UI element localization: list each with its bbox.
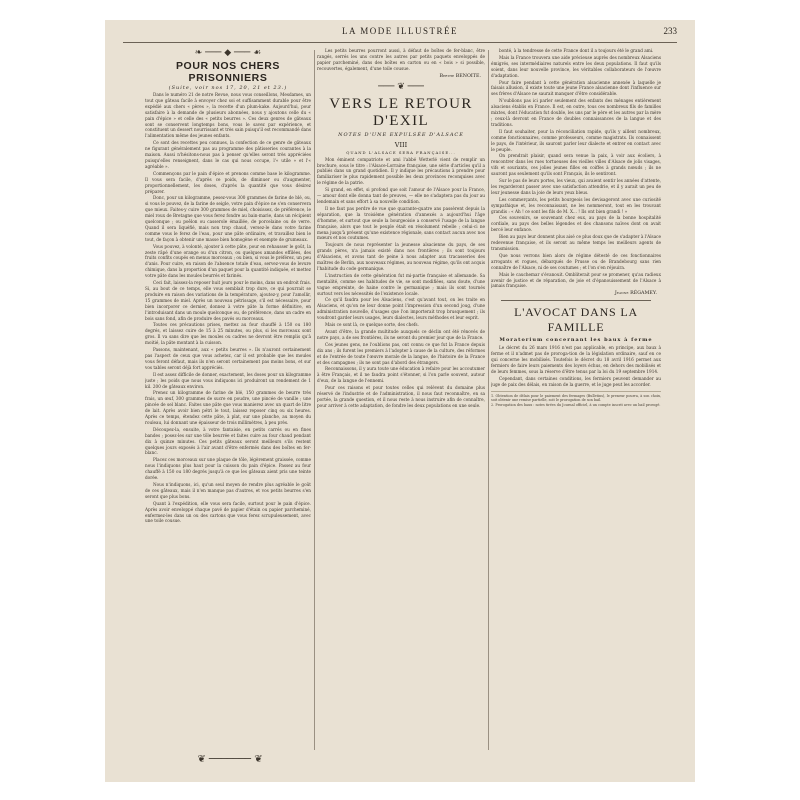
signature: Jeanne RÉGAMEY. bbox=[614, 291, 657, 297]
paragraph: Reconnaissons, il y aura toute une éducation à refaire pour les accoutumer à être Français, et il ne faudra point s'étonner, si l'on parle souvent, autour d'eux, de la langue de l'ennemi. bbox=[317, 366, 485, 384]
chapter-title: QUAND L'ALSACE SERA FRANÇAISE... bbox=[346, 149, 456, 155]
paragraph: Avant d'être, la grande multitude auxquels ce déclin ont été rénovés de notre pays, a de ses frontières, ils ne seront du premier jour que de la France. bbox=[317, 329, 485, 340]
paragraph: Ces souvenirs, se souvenant chez eux, au pays de la bonne hospitalité cordiale, au pays des belles légendes et des chansons naïves dont on avait bercé leur enfance. bbox=[491, 215, 661, 233]
article-body-continued bbox=[317, 48, 485, 72]
paragraph: Les petits beurres pourront aussi, à défaut de boîtes de fer-blanc, être rangés, serrés les uns contre les autres par petits paquets enveloppés de papier parcheminé, dans des boîtes en carton ou en « bois » si possible, recouvertes, également, d'une toile cousue. bbox=[317, 48, 485, 71]
paragraph: Donc, pour un kilogramme, pesez-vous 300 grammes de farine de blé, ou, si vous le pouvez, de la farine de seigle, votre pain d'épice ne s'en conservera que mieux. Faites-y cuire 300 grammes de miel, choisissez, de préférence, le miel roux de Bretagne que vous ferez fondre au bain-marie, dans un récipient quelconque ; ou poêlon ou casserole émaillée, de porcelaine ou de verre. Quand il sera liquéfié, mais non trop chaud, versez-le dans votre farine comme vous le ferez de l'eau, pour une pâte ordinaire, et travaillez bien le tout, de façon à obtenir une masse bien homogène et exempte de grumeaux. bbox=[145, 195, 311, 242]
ornament-footer: ❦ ─────── ❦ bbox=[197, 754, 263, 765]
paragraph: Toujours de nous représenter la jeunesse alsacienne du pays, de ses grands pères, n'a jamais existé dans nos frontières ; ils sont toujours d'Alsaciens, et avons tant de peine à nous adapter aux tracasseries des maîtres de Berlin, aux nouveaux régimes, au nouveau régime, qu'ils ont acquis l'habitude du code germanique. bbox=[317, 242, 485, 271]
paragraph: On prendrait plaisir, quand sera venue la paix, à voir aux écoliers, à rencontrer dans les rues tortueuses des vieilles villes d'Alsace de jolis visages, vifs et souriants, ces jolies jeunes filles en coiffes à grands nœuds ; ils ne sauront pas seulement qu'ils sont Français, ils le sentiront. bbox=[491, 153, 661, 177]
paragraph: Mon éminent compatriote et ami l'abbé Wetterlé vient de remplir un brochure, sous le titre : l'Alsace-Lorraine française, une série d'articles qu'il a publiés dans un grand quotidien. Il y indique les précautions à prendre pour familiariser le plus rapidement possible les deux provinces reconquises avec le régime de la patrie. bbox=[317, 156, 485, 186]
article-title: POUR NOS CHERS PRISONNIERS bbox=[175, 60, 281, 84]
footnote: 1. Obtention de délais pour le paiement des fermages (Bulletins), le preneur pourra, à son choix, soit obtenir une remise partielle, soit le prorogation de son bail. bbox=[491, 393, 661, 403]
paragraph: Passons, maintenant, aux « petits beurres ». Ils n'auront certainement pas l'aspect de ceux que vous achetez, car il est probable que les moules vous feront défaut, mais ils n'en seront certainement pas moins bons, et sur vos tables seront déjà fort appréciés. bbox=[145, 347, 311, 370]
article-title: L'AVOCAT DANS LA FAMILLE bbox=[514, 305, 638, 335]
newspaper-page bbox=[105, 20, 695, 782]
paragraph: Il faut souhaiter, pour la réconciliation rapide, qu'ils y aillent nombreux, comme fonctionnaires, comme professeurs, comme magistrats. Ils connaissent le pays, de l'intérieur, ils sauront parler leur dialecte et entrer en contact avec le peuple. bbox=[491, 128, 661, 152]
column-divider bbox=[488, 50, 489, 750]
paragraph: bonté, à la tendresse de cette France dont il a toujours été le grand ami. bbox=[499, 48, 654, 53]
paragraph: Quant à l'expédition, elle vous sera facile, surtout pour le pain d'épice. Après avoir enveloppé chaque pavé de papier d'étain ou papier parcheminé, enfermez-les dans un ou des cartons que vous ferez scrupuleusement, avec une toile cousue. bbox=[145, 500, 311, 524]
paragraph: Dans le numéro 21 de notre Revue, nous vous conseillons, Mesdames, un tout que gâteau facile à envoyer chez soi et suffisamment durable pour être expédié aux chers « pères », la recette d'un plum-kake. Aujourd'hui, pour satisfaire à la demande de plusieurs abonnées, nous y ajoutons celle du « pain d'épice » et celle des « petits beurres ». Ces deux genres de gâteaux sont se conservent longtemps bons, vous le savez par expérience, et constituent un dessert nourrissant et très sain puisqu'il est recommandé dans l'alimentation même des jeunes enfants. bbox=[145, 92, 311, 139]
article-title: VERS LE RETOUR D'EXIL bbox=[329, 95, 473, 129]
paragraph: Ces jeunes gens, ne l'oublions pas, ont connu ce que fut la France depuis dix ans ; ils furent les premiers à l'adopter à cause de la culture, des réformes et de l'entrée de toute l'œuvre morale de la langue, de l'histoire de la France et des campagnes ; ils ne sont pas d'abord des étrangers. bbox=[317, 341, 485, 365]
article-body bbox=[491, 345, 661, 387]
paragraph: L'instruction de cette génération fut mi-partie française et allemande. Sa mentalité, comme ses habitudes de vie, se sont modifiées, sans doute, d'une vague empreinte, de haine contre le germanique ; mais ils sont tournés surtout vers les nécessités de l'existence locale. bbox=[317, 272, 485, 296]
paragraph: Il est assez difficile de donner, exactement, les doses pour un kilogramme juste ; les poids que nous vous indiquons ici produiront un rendement de 1 kil. 200 de gâteaux environ. bbox=[145, 371, 311, 389]
article-subtitle: Moratorium concernant les baux à ferme bbox=[499, 337, 653, 344]
footnotes bbox=[491, 391, 661, 408]
section-divider bbox=[501, 300, 651, 301]
paragraph: Il ne faut pas perdre de vue que quarante-quatre ans passèrent depuis la séparation, que la troisième génération d'annexés a aujourd'hui l'âge d'homme, et surtout que seule la bourgeoisie a conservé l'usage de la langue française, alors que tout le peuple était en résolument rebelle ; celui-ci ne mena jusqu'à présent qu'une existence régionale, sans contact aucun avec nos mœurs et nos coutumes. bbox=[317, 205, 485, 241]
ornament-header: ─── ❦ ─── bbox=[378, 81, 424, 92]
signature: Berthe BENOITE. bbox=[439, 73, 481, 79]
paragraph: Mais la France trouvera une aide précieuse auprès des nombreux Alsaciens émigrés, ses intermédiaires naturels entre les deux populations. Il faut qu'ils soient, dans leur nouvelle province, les véritables collaborateurs de l'œuvre d'adaptation. bbox=[491, 54, 661, 78]
paragraph: Pour faire pendant à cette génération alsacienne annexée à laquelle je faisais allusion, il existe toute une jeune France alsacienne dont l'influence sur ses frères d'Alsace ne saurait manquer d'être considérable. bbox=[491, 79, 661, 97]
paragraph: Découpez-la, ensuite, à votre fantaisie, en petits carrés ou en fines bandes ; posez-les sur une tôle beurrée et faites cuire au four chaud pendant dix à quinze minutes. Ces petits gâteaux seront meilleurs s'ils restent quelques jours exposés à l'air avant d'être enfermés dans des boîtes en fer-blanc. bbox=[145, 426, 311, 456]
paragraph: Ce qu'il faudra pour les Alsaciens, c'est qu'avant tout, on les traite en Alsaciens, et qu'on ne leur donne point l'impression d'un second joug, d'une administration nouvelle, d'usages que l'on importerait trop brusquement ; ils voudront garder leurs usages, leurs dialectes, leurs méthodes et leur esprit. bbox=[317, 297, 485, 321]
paragraph: Commençons par le pain d'épice et prenons comme base le kilogramme. Il vous sera facile, d'après ce poids, de diminuer ou d'augmenter, proportionnellement, les doses, d'après la quantité que vous désirez préparer. bbox=[145, 170, 311, 194]
paragraph: Sur le pas de leurs portes, les vieux, qui avaient sentir les années d'attente, les regarderont passer avec une satisfaction attendrie, et il y aurait un peu de leur jeunesse dans la joie de leurs yeux bleus. bbox=[491, 178, 661, 195]
page-number: 233 bbox=[663, 26, 677, 36]
paragraph: Cependant, dans certaines conditions, les fermiers peuvent demander au juge de paix des délais, en raison de la guerre, et le juge peut les accorder. bbox=[491, 375, 661, 387]
paragraph: Mais le cauchemar s'évanouit. Ombliterait pour se promener, qu'au radieux avenir de justice et de réparation, de joie et d'épanouissement de l'Alsace à jamais française. bbox=[491, 271, 661, 289]
column-2 bbox=[317, 48, 485, 748]
paragraph: Mais ce sont là, ce quelque sorte, des chefs. bbox=[325, 322, 419, 328]
paragraph: Nous n'indiquons, ici, qu'un seul moyen de rendre plus agréable le goût de ces gâteaux, mais il n'en manque pas d'autres, et vos petits beurres s'en seront que plus bons. bbox=[145, 482, 311, 499]
running-head bbox=[105, 26, 695, 40]
ornament-header: ❧ ─── ◆ ─── ☙ bbox=[194, 48, 262, 58]
paragraph: Que nous verrons bien alors de régime détesté de ces fonctionnaires arrogants et rogues, débarqués de Prusse ou de Brandebourg sans rien connaître de l'Alsace, ni de ses coutumes ; et l'on s'en réjouira. bbox=[491, 252, 661, 270]
paragraph: Toutes ces précautions prises, mettez au four chauffé à 150 ou 180 degrés, et laissez cuire de 15 à 25 minutes, ou plus, si les morceaux sont gros. Il va sans dire que les moules ou cadres ne devront être remplis qu'à moitié, la pâte montant à la cuisson. bbox=[145, 322, 311, 346]
paragraph: Placez ces morceaux sur une plaque de tôle, légèrement graissée, comme nous l'indiquons plus haut pour la cuisson du pain d'épice. Passez au four chauffé à 150 ou 180 degrés jusqu'à ce que les gâteaux aient pris une teinte dorée. bbox=[145, 457, 311, 481]
paragraph: Ceci fait, laissez-la reposer huit jours pour le moins, dans un endroit frais. Si, au bout de ce temps, elle vous semblait trop dure, ce qui pourrait se produire en raison des variations de la température, ajoutez-y, pour l'amollir, 15 grammes de miel. Après un nouveau pétrissage, s'il est nécessaire, pour bien incorporer ce dernier, donnez à votre pâte la forme définitive, en l'introduisant dans un moule quelconque ou, de préférence, dans un cadre en bois sans fond, afin de produire des pavés ou morceaux. bbox=[145, 280, 311, 321]
column-1 bbox=[145, 48, 311, 748]
chapter-number: VIII bbox=[394, 140, 408, 149]
paragraph: Prenez un kilogramme de farine de blé, 150 grammes de beurre très frais, un œuf, 300 grammes de sucre en poudre, une pincée de vanille ; une pincée de sel blanc. Faites une pâte que vous manierez avec un quart de litre de lait. Après avoir bien pétri le tout, laissez reposer cinq ou six heures. Après ce temps, étendez cette pâte, à plat, sur une planche, au moyen du rouleau, lui donnant une épaisseur de trois millimètres, à peu près. bbox=[145, 390, 311, 425]
top-rule bbox=[123, 42, 677, 43]
article-body-continued bbox=[491, 48, 661, 289]
paragraph: Bien au pays leur donnent plus aisé ce plus doux que de s'adapter à l'Alsace redevenue française, et ils seront au même temps les meilleurs agents de transmission. bbox=[491, 234, 661, 251]
footnote: 2. Prorogation des baux : notes tirées du Journal officiel, à un compte inscrit avec un bail prorogé. bbox=[491, 402, 661, 407]
article-body bbox=[145, 92, 311, 524]
paragraph: Si grand, en effet, si profond que soit l'amour de l'Alsace pour la France, — amour dont elle donna tant de preuves, — elle ne s'adaptera pas du jour au lendemain et sans effort à sa nouvelle condition. bbox=[317, 187, 485, 204]
paragraph: Les commerçants, les petits bourgeois les devisageront avec une curiosité sympathique et, les reconnaissant, ne les nommeront, tout en les trouvant grandis : « Ah ! ce sont les fils de M. X... ! Ils ont bien grandi ! » bbox=[491, 196, 661, 214]
paragraph: Ce sont des recettes peu connues, la confection de ce genre de gâteaux ne figurant généralement pas au programme des pâtisseries courantes à la maison. Aussi n'hésitons-nous pas à penser qu'elles seront très appréciées puisqu'elles renseignent, dans le cas qui nous occupe, l'« utile » et l'« agréable ». bbox=[145, 140, 311, 169]
paragraph: Pour ces raisons et pour toutes celles qui relèvent du domaine plus réservé de l'industrie et de l'administration, il nous faut reconnaître, en sa portée, la grande question, et il nous reste à nous instruire afin de connaître, pour arriver à cette adaptation, de fondre les deux populations en une seule. bbox=[317, 385, 485, 408]
column-3 bbox=[491, 48, 661, 748]
paragraph: Le décret du 26 mars 1916 n'est pas applicable, en principe, aux baux à ferme et il n'admet pas de proroga-tion de la législation ordinaire, sauf en ce qui concerne les mobilisés. Toutefois le décret du 18 avril 1916 permet aux fermiers de faire leurs paiements des loyers échus, en dehors des mobilisés et de leurs femmes, sous la réserve d'être tenus par la loi du 19 septembre 1914. bbox=[491, 345, 661, 374]
article-subtitle: (Suite, voir nos 17, 20, 21 et 23.) bbox=[168, 85, 288, 91]
paragraph: Vous pouvez, à volonté, ajouter à cette pâte, pour en rehausser le goût, la zeste râpé d'une orange ou d'un citron, ou quelques amandes effilées, des fruits confits coupés en menus morceaux ; ou bien, si vous le préférez, un peu d'anis. Pour cuire, en raison de l'absence totale d'eau, servez-vous de levure chimique, dans la proportion d'un paquet pour la quantité indiquée, et mettez votre pâte dans les moules beurrés et farinés. bbox=[145, 243, 311, 279]
running-head-title: LA MODE ILLUSTRÉE bbox=[342, 26, 458, 36]
paragraph: N'oublions pas ici parler seulement des enfants des ménages entièrement alsaciens établis en France. Il est, en outre, tous ces nombreux fils de familles mixtes, dont l'éducation fut double, les uns par le père et les autres par la mère ; ceux-là devront en France de doubles connaissances de la langue et des traditions. bbox=[491, 98, 661, 127]
column-divider bbox=[314, 50, 315, 750]
article-body bbox=[317, 157, 485, 409]
article-subtitle: NOTES D'UNE EXPULSÉE D'ALSACE bbox=[338, 131, 464, 138]
